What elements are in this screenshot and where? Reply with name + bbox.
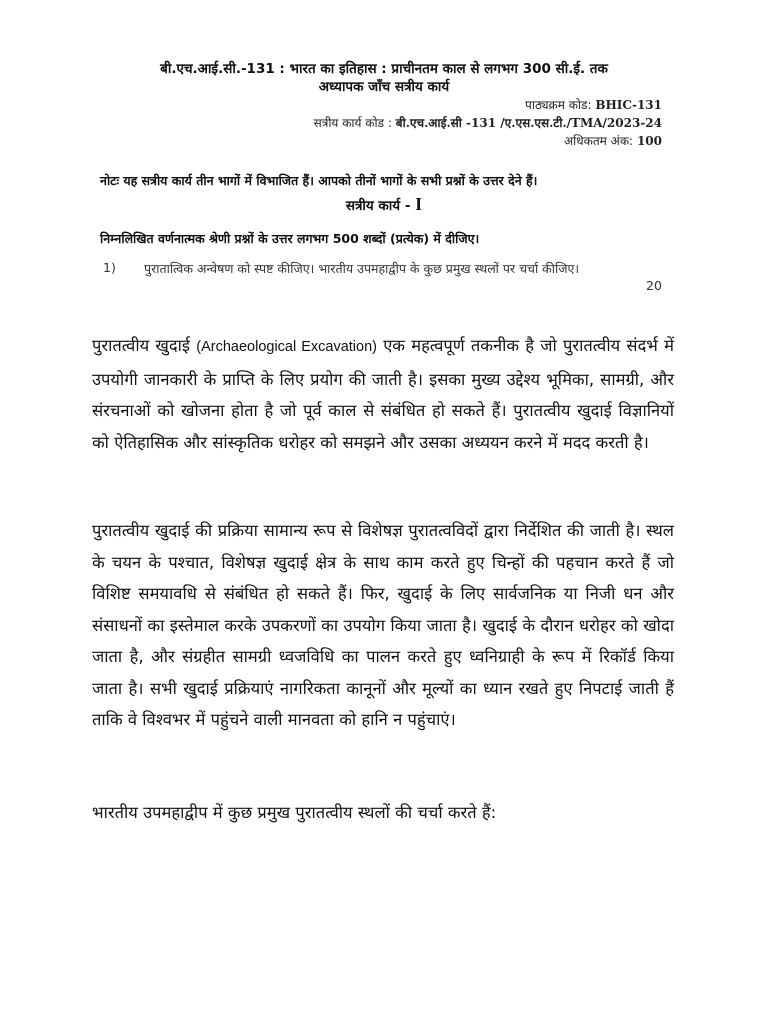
answer-para1-rest: एक महत्वपूर्ण तकनीक है जो पुरातत्वीय संदर्भ में उपयोगी जानकारी के प्राप्ति के लिए प्रयोग की जाती है। इसका मुख्य उद्देश्य भूमिका, सामग्री, और संरचनाओं को खोजना होता है जो पूर्व काल से संबंधित हो सकते हैं। पुरातत्वीय खुदाई विज्ञानियों को ऐतिहासिक और सांस्कृतिक धरोहर को समझने और उसका अध्ययन करने में मदद करती है। bbox=[92, 336, 674, 452]
question-number: 1) bbox=[103, 260, 116, 275]
assignment-code-line bbox=[314, 115, 662, 131]
answer-paragraph-3: भारतीय उपमहाद्वीप में कुछ प्रमुख पुरातत्वीय स्थलों की चर्चा करते हैं: bbox=[92, 803, 497, 822]
course-title: बी.एच.आई.सी.-131 : भारत का इतिहास : प्राचीनतम काल से लगभग 300 सी.ई. तक bbox=[160, 61, 608, 77]
assignment-code-value: बी.एच.आई.सी -131 /ए.एस.एस.टी./TMA/2023-24 bbox=[395, 116, 662, 130]
assignment-heading bbox=[0, 194, 768, 216]
course-code-value: BHIC-131 bbox=[595, 98, 662, 112]
assignment-code-label: सत्रीय कार्य कोड : bbox=[313, 116, 392, 130]
answer-para1-start: पुरातत्वीय खुदाई bbox=[92, 336, 191, 355]
note-text: नोटः यह सत्रीय कार्य तीन भागों में विभाजित हैं। आपको तीनों भागों के सभी प्रश्नों के उत्तर देने हैं। bbox=[100, 173, 538, 188]
question-marks: 20 bbox=[646, 278, 662, 293]
assignment-type-title: अध्यापक जाँच सत्रीय कार्य bbox=[318, 79, 450, 95]
answer-para1-english-term: (Archaeological Excavation) bbox=[196, 339, 377, 355]
instruction-text: निम्नलिखित वर्णनात्मक श्रेणी प्रश्नों के उत्तर लगभग 500 शब्दों (प्रत्येक) में दीजिए। bbox=[100, 231, 480, 246]
course-code-line bbox=[525, 97, 662, 113]
course-code-label: पाठ्यक्रम कोड: bbox=[525, 98, 592, 112]
max-marks-label: अधिकतम अंक: bbox=[563, 134, 634, 148]
answer-paragraph-1 bbox=[92, 330, 674, 458]
assignment-number: I bbox=[415, 194, 423, 214]
answer-paragraph-2: पुरातत्वीय खुदाई की प्रक्रिया सामान्य रूप से विशेषज्ञ पुरातत्वविदों द्वारा निर्देशित की जाती है। स्थल के चयन के पश्चात, विशेषज्ञ खुदाई क्षेत्र के साथ काम करते हुए चिन्हों की पहचान करते हैं जो विशिष्ट समयावधि से संबंधित हो सकते हैं। फिर, खुदाई के लिए सार्वजनिक या निजी धन और संसाधनों का इस्तेमाल करके उपकरणों का उपयोग किया जाता है। खुदाई के दौरान धरोहर को खोदा जाता है, और संग्रहीत सामग्री ध्वजविधि का पालन करते हुए ध्वनिग्राही के रूप में रिकॉर्ड किया जाता है। सभी खुदाई प्रक्रियाएं नागरिकता कानूनों और मूल्यों का ध्यान रखते हुए निपटाई जाती हैं ताकि वे विश्वभर में पहुंचने वाली मानवता को हानि न पहुंचाएं। bbox=[92, 521, 674, 729]
max-marks-value: 100 bbox=[636, 134, 662, 148]
max-marks-line bbox=[564, 133, 662, 149]
question-text: पुरातात्विक अन्वेषण को स्पष्ट कीजिए। भारतीय उपमहाद्वीप के कुछ प्रमुख स्थलों पर चर्चा कीजिए। bbox=[144, 261, 580, 276]
assignment-label: सत्रीय कार्य - bbox=[345, 198, 411, 214]
